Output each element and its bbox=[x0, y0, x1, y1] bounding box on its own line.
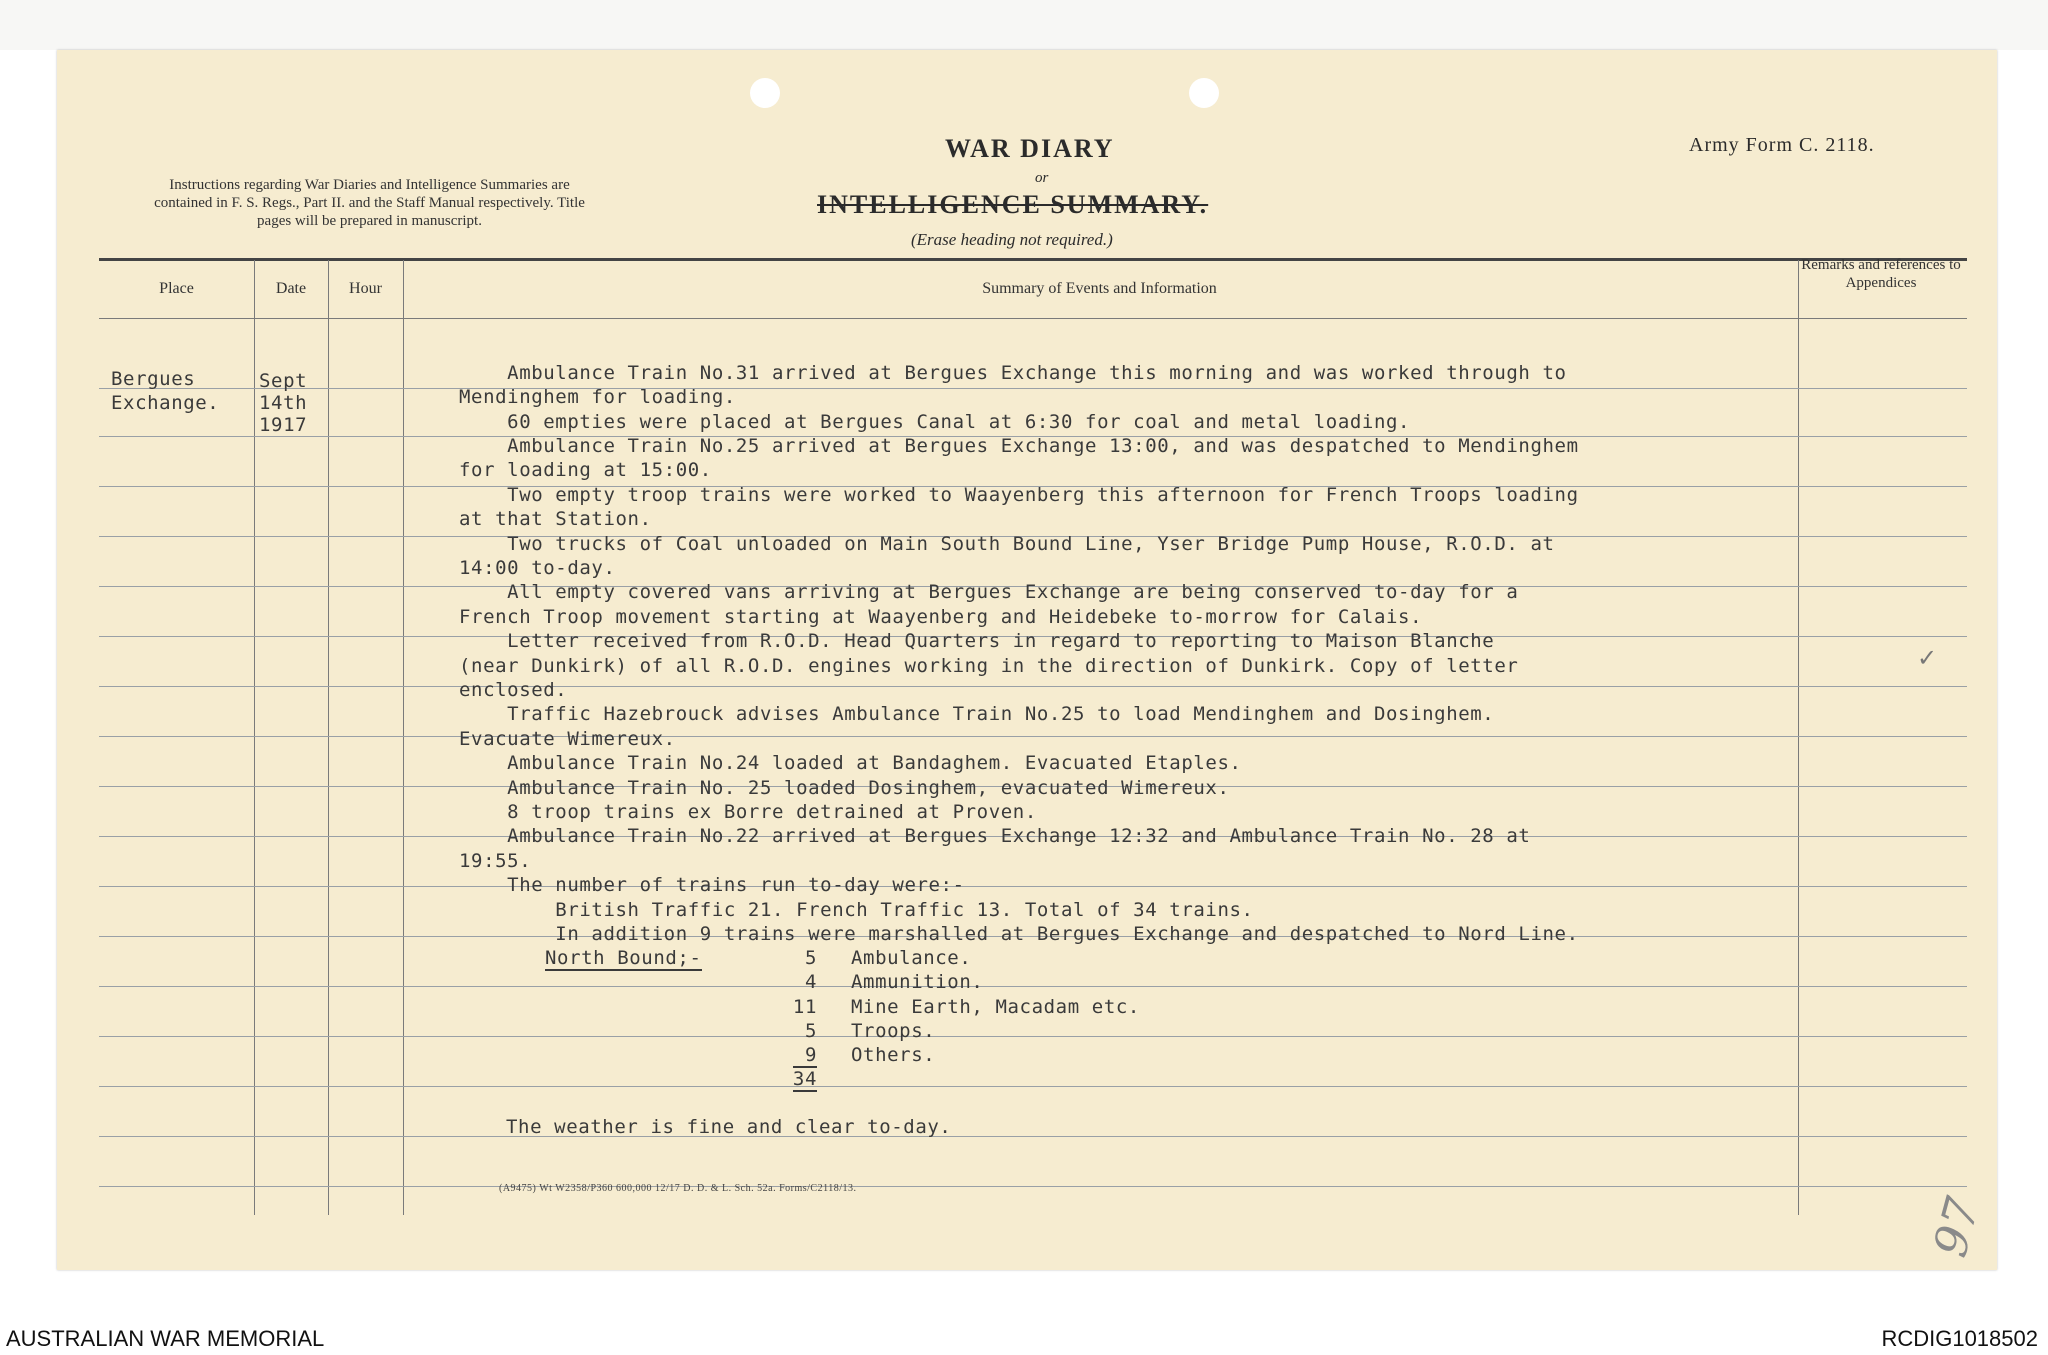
column-summary: Summary of Events and Information bbox=[982, 280, 1217, 297]
army-form-number: Army Form C. 2118. bbox=[1689, 134, 1875, 156]
weather-line: The weather is fine and clear to-day. bbox=[506, 1116, 952, 1138]
ruled-line bbox=[99, 1136, 1967, 1137]
entry-place-line2: Exchange. bbox=[111, 392, 220, 414]
summary-line: Ambulance Train No.25 arrived at Bergues Exchange 13:00, and was despatched to Mendinghem bbox=[459, 435, 1579, 457]
summary-line: Ambulance Train No. 25 loaded Dosinghem, evacuated Wimereux. bbox=[459, 777, 1230, 799]
column-remarks: Remarks and references to Appendices bbox=[1801, 257, 1961, 291]
form-title-or: or bbox=[1035, 170, 1049, 186]
instructions-text: Instructions regarding War Diaries and Intelligence Summaries are contained in F. S. Regs., Part II. and the Staff Manual respectively. Title pages will be prepared in manuscript. bbox=[154, 177, 585, 229]
rule-hour-summary bbox=[403, 260, 404, 1215]
north-bound-label bbox=[545, 947, 702, 969]
breakdown-label: Others. bbox=[851, 1044, 936, 1066]
summary-line: British Traffic 21. French Traffic 13. Total of 34 trains. bbox=[459, 899, 1254, 921]
summary-line: Ambulance Train No.31 arrived at Bergues Exchange this morning and was worked through to bbox=[459, 362, 1567, 384]
summary-line: The number of trains run to-day were:- bbox=[459, 874, 965, 896]
column-hour: Hour bbox=[349, 280, 382, 297]
ruled-line bbox=[99, 986, 1967, 987]
breakdown-count: 11 bbox=[792, 996, 817, 1018]
ruled-line bbox=[99, 388, 1967, 389]
breakdown-label: Mine Earth, Macadam etc. bbox=[851, 996, 1140, 1018]
form-title: WAR DIARY bbox=[945, 134, 1115, 163]
archive-name: AUSTRALIAN WAR MEMORIAL bbox=[6, 1326, 325, 1351]
summary-line: 8 troop trains ex Borre detrained at Proven. bbox=[459, 801, 1037, 823]
summary-line: enclosed. bbox=[459, 679, 568, 701]
summary-line: In addition 9 trains were marshalled at Bergues Exchange and despatched to Nord Line. bbox=[459, 923, 1579, 945]
summary-line: 19:55. bbox=[459, 850, 532, 872]
summary-line: for loading at 15:00. bbox=[459, 459, 712, 481]
ruled-line bbox=[99, 886, 1967, 887]
breakdown-total-value: 34 bbox=[792, 1068, 817, 1090]
breakdown-count: 5 bbox=[804, 947, 817, 969]
summary-line: Ambulance Train No.24 loaded at Bandaghem. Evacuated Etaples. bbox=[459, 752, 1242, 774]
ruled-line bbox=[99, 686, 1967, 687]
summary-line: Evacuate Wimereux. bbox=[459, 728, 676, 750]
entry-date-line1: Sept bbox=[259, 370, 308, 392]
breakdown-count: 5 bbox=[804, 1020, 817, 1042]
scan-top-margin bbox=[0, 0, 2048, 50]
form-subtitle-struck: INTELLIGENCE SUMMARY. bbox=[817, 190, 1209, 219]
entry-date-line3: 1917 bbox=[259, 414, 308, 436]
summary-line: Two empty troop trains were worked to Waayenberg this afternoon for French Troops loading bbox=[459, 484, 1579, 506]
breakdown-label: Ambulance. bbox=[851, 947, 972, 969]
summary-line: All empty covered vans arriving at Bergues Exchange are being conserved to-day for a bbox=[459, 581, 1519, 603]
header-rule bbox=[99, 258, 1967, 261]
ruled-line bbox=[99, 1036, 1967, 1037]
summary-line: Traffic Hazebrouck advises Ambulance Train No.25 to load Mendinghem and Dosinghem. bbox=[459, 703, 1495, 725]
entry-date-line2: 14th bbox=[259, 392, 308, 414]
column-date: Date bbox=[275, 280, 307, 297]
summary-line: 60 empties were placed at Bergues Canal at 6:30 for coal and metal loading. bbox=[459, 411, 1411, 433]
rule-place-date bbox=[254, 260, 255, 1215]
column-place: Place bbox=[159, 280, 194, 297]
summary-line: (near Dunkirk) of all R.O.D. engines working in the direction of Dunkirk. Copy of letter bbox=[459, 655, 1519, 677]
summary-line: Mendinghem for loading. bbox=[459, 386, 736, 408]
record-id: RCDIG1018502 bbox=[1881, 1326, 2038, 1351]
column-heading-rule bbox=[99, 318, 1967, 319]
erase-heading-note: (Erase heading not required.) bbox=[911, 230, 1113, 249]
summary-line: Ambulance Train No.22 arrived at Bergues Exchange 12:32 and Ambulance Train No. 28 at bbox=[459, 825, 1531, 847]
breakdown-count: 4 bbox=[804, 971, 817, 993]
printer-imprint: (A9475) Wt W2358/P360 600,000 12/17 D. D. & L. Sch. 52a. Forms/C2118/13. bbox=[499, 1183, 857, 1194]
ruled-line bbox=[99, 1086, 1967, 1087]
punch-hole-left bbox=[750, 78, 780, 108]
war-diary-sheet bbox=[57, 50, 1997, 1270]
breakdown-count: 9 bbox=[804, 1044, 817, 1066]
rule-date-hour bbox=[328, 260, 329, 1215]
rule-summary-remarks bbox=[1798, 260, 1799, 1215]
ruled-line bbox=[99, 1186, 1967, 1187]
summary-line: Two trucks of Coal unloaded on Main South Bound Line, Yser Bridge Pump House, R.O.D. at bbox=[459, 533, 1555, 555]
ruled-line bbox=[99, 736, 1967, 737]
breakdown-label: Ammunition. bbox=[851, 971, 984, 993]
entry-place-line1: Bergues bbox=[111, 368, 196, 390]
summary-line: 14:00 to-day. bbox=[459, 557, 616, 579]
pencil-page-number: 97 bbox=[1922, 1191, 1990, 1263]
summary-line: Letter received from R.O.D. Head Quarters in regard to reporting to Maison Blanche bbox=[459, 630, 1495, 652]
breakdown-total bbox=[784, 1068, 817, 1090]
punch-hole-right bbox=[1189, 78, 1219, 108]
summary-line: French Troop movement starting at Waayenberg and Heidebeke to-morrow for Calais. bbox=[459, 606, 1423, 628]
breakdown-label: Troops. bbox=[851, 1020, 936, 1042]
north-bound-label-text: North Bound;- bbox=[545, 947, 702, 969]
check-mark: ✓ bbox=[1917, 644, 1938, 672]
summary-line: at that Station. bbox=[459, 508, 652, 530]
